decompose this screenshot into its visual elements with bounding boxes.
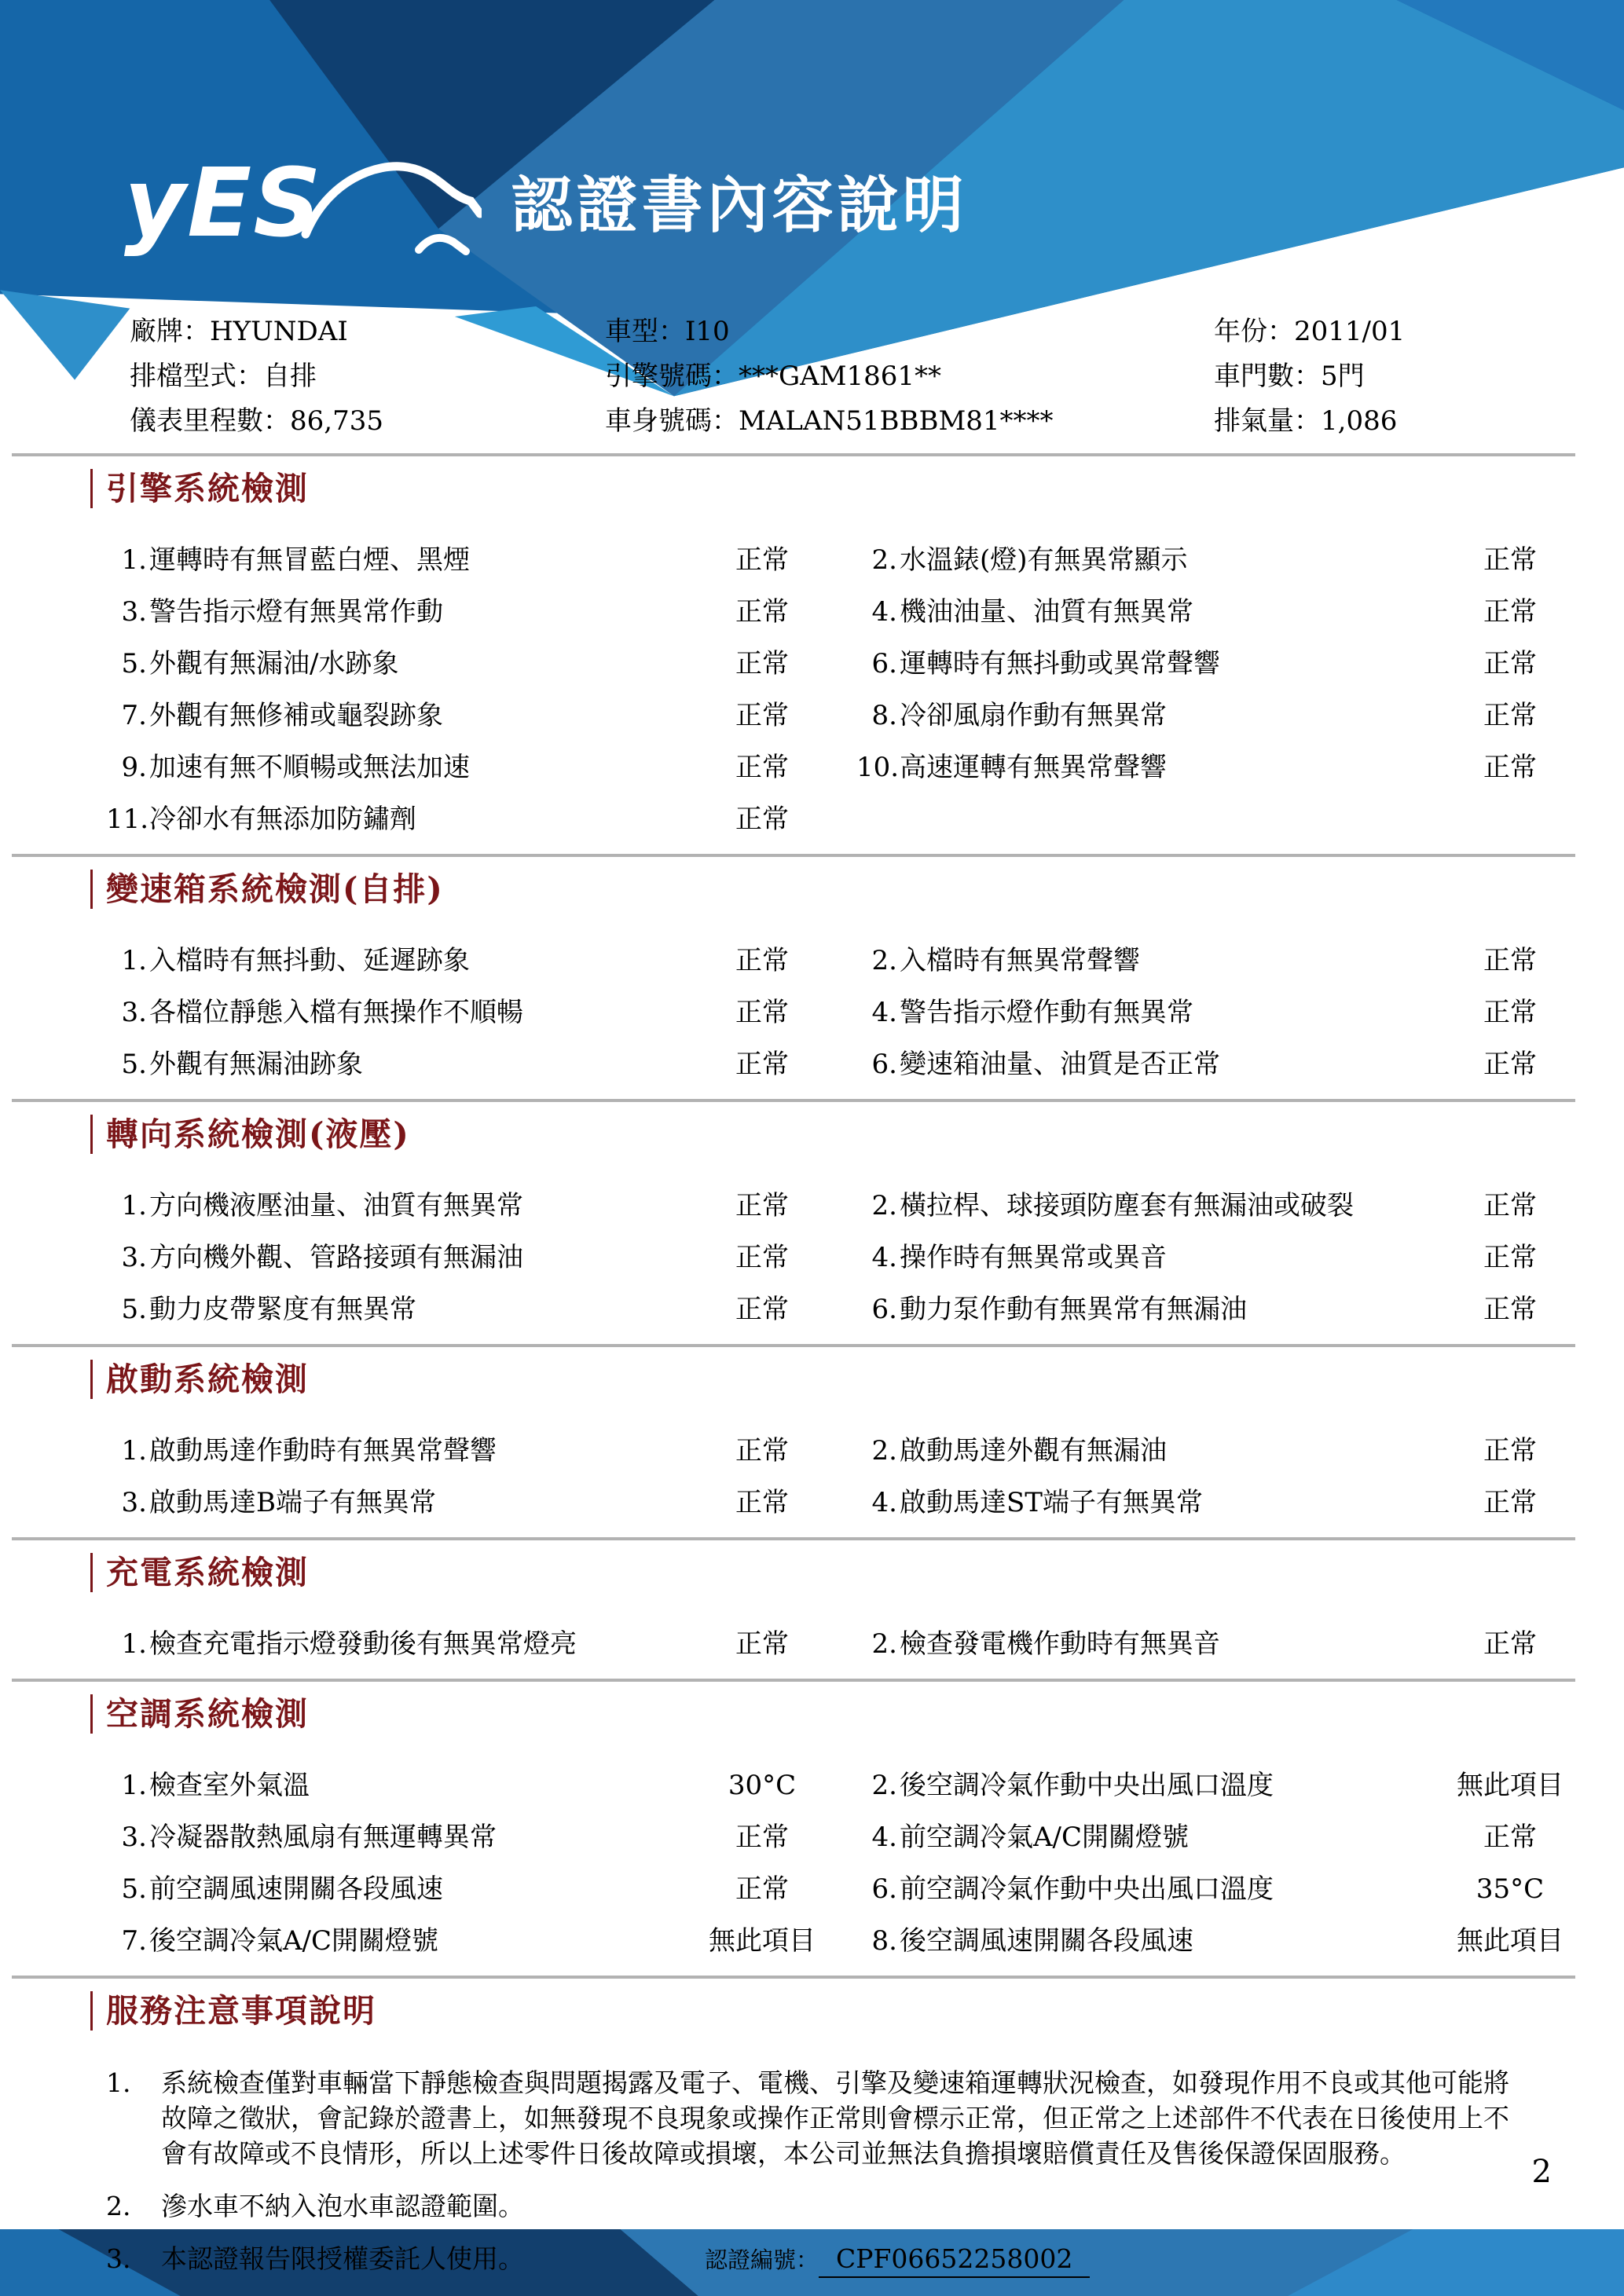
item-result: 正常 — [735, 997, 789, 1028]
item-text: 檢查充電指示燈發動後有無異常燈亮 — [149, 1628, 577, 1660]
item-number: 3. — [121, 596, 147, 628]
inspection-pair — [856, 698, 1624, 733]
item-result: 正常 — [735, 945, 789, 976]
service-notes — [0, 1979, 1624, 2278]
item-result: 正常 — [735, 804, 789, 835]
inspection-item — [856, 1485, 1416, 1520]
brand-block — [124, 149, 968, 267]
item-result: 正常 — [735, 752, 789, 783]
section-title: 充電系統檢測 — [90, 1553, 1624, 1592]
item-result: 正常 — [1483, 997, 1537, 1028]
item-text: 入檔時有無抖動、延遲跡象 — [149, 945, 470, 976]
inspection-item — [856, 750, 1416, 785]
info-field: 排檔型式：自排 — [130, 361, 317, 392]
item-text: 方向機外觀、管路接頭有無漏油 — [149, 1242, 523, 1273]
item-text: 後空調風速開關各段風速 — [900, 1925, 1193, 1957]
inspection-pair — [0, 646, 856, 681]
item-number: 3. — [121, 1242, 147, 1273]
item-number: 1. — [121, 1190, 147, 1221]
item-number: 5. — [121, 1294, 147, 1325]
inspection-item — [856, 646, 1416, 681]
note-text: 本認證報告限授權委託人使用。 — [161, 2243, 524, 2274]
inspection-row — [0, 943, 1624, 978]
notes-list — [0, 2065, 1624, 2278]
info-field: 廠牌：HYUNDAI — [130, 316, 348, 347]
item-number: 9. — [121, 752, 147, 783]
item-text: 外觀有無漏油/水跡象 — [149, 648, 399, 679]
inspection-pair — [856, 1768, 1624, 1803]
item-result: 35°C — [1476, 1873, 1545, 1905]
item-number: 4. — [871, 1242, 897, 1273]
item-result: 正常 — [735, 1242, 789, 1273]
item-number: 8. — [871, 1925, 897, 1957]
section-title: 啟動系統檢測 — [90, 1360, 1624, 1399]
inspection-section — [0, 1347, 1624, 1520]
item-number: 1. — [121, 544, 147, 576]
item-number: 1. — [121, 1628, 147, 1660]
item-result: 無此項目 — [1457, 1770, 1564, 1801]
item-result: 正常 — [735, 1822, 789, 1853]
note-item — [0, 2241, 1624, 2278]
inspection-pair — [0, 543, 856, 577]
info-field: 車門數：5門 — [1214, 361, 1365, 392]
inspection-item — [856, 1292, 1416, 1327]
item-number: 2. — [871, 945, 897, 976]
inspection-pair — [856, 595, 1624, 629]
item-number: 2. — [871, 1770, 897, 1801]
inspection-row — [0, 802, 1624, 837]
inspection-row — [0, 1768, 1624, 1803]
section-title: 空調系統檢測 — [90, 1694, 1624, 1734]
item-text: 入檔時有無異常聲響 — [900, 945, 1140, 976]
item-number: 6. — [871, 1873, 897, 1905]
item-result: 正常 — [735, 1049, 789, 1080]
inspection-row — [0, 1434, 1624, 1468]
inspection-row — [0, 1924, 1624, 1958]
item-result: 30°C — [728, 1770, 797, 1801]
info-field: 引擎號碼：***GAM1861** — [605, 361, 942, 392]
inspection-item — [0, 1434, 668, 1468]
inspection-pair — [0, 1434, 856, 1468]
item-result: 正常 — [1483, 752, 1537, 783]
inspection-item — [0, 543, 668, 577]
item-result: 正常 — [735, 700, 789, 731]
inspection-item — [0, 1820, 668, 1855]
item-text: 冷卻水有無添加防鏽劑 — [149, 804, 416, 835]
inspection-pair — [0, 1627, 856, 1661]
inspection-pair — [0, 1188, 856, 1223]
inspection-pair — [856, 1485, 1624, 1520]
item-result: 正常 — [1483, 1487, 1537, 1518]
item-text: 冷卻風扇作動有無異常 — [900, 700, 1167, 731]
inspection-item — [0, 698, 668, 733]
inspection-item — [856, 1924, 1416, 1958]
item-number: 1. — [121, 1770, 147, 1801]
item-text: 啟動馬達外觀有無漏油 — [900, 1435, 1167, 1467]
inspection-pair — [856, 1240, 1624, 1275]
inspection-section — [0, 1682, 1624, 1958]
page-title: 認證書內容說明 — [511, 170, 968, 241]
inspection-item — [856, 1240, 1416, 1275]
item-result: 正常 — [735, 544, 789, 576]
info-field: 排氣量：1,086 — [1214, 405, 1398, 437]
item-number: 11. — [106, 804, 149, 835]
item-text: 變速箱油量、油質是否正常 — [900, 1049, 1220, 1080]
item-text: 動力泵作動有無異常有無漏油 — [900, 1294, 1247, 1325]
inspection-item — [856, 1768, 1416, 1803]
inspection-pair — [0, 750, 856, 785]
inspection-section — [0, 1102, 1624, 1327]
item-text: 運轉時有無冒藍白煙、黑煙 — [149, 544, 470, 576]
item-result: 正常 — [1483, 648, 1537, 679]
inspection-pair — [0, 1047, 856, 1082]
item-result: 無此項目 — [709, 1925, 816, 1957]
info-column — [130, 309, 605, 444]
inspection-pair — [0, 1292, 856, 1327]
inspection-item — [856, 595, 1416, 629]
item-number: 3. — [121, 997, 147, 1028]
inspection-item — [856, 943, 1416, 978]
inspection-pair — [856, 646, 1624, 681]
item-result: 正常 — [735, 1487, 789, 1518]
item-result: 正常 — [1483, 596, 1537, 628]
item-number: 4. — [871, 1487, 897, 1518]
note-number: 2. — [106, 2191, 131, 2221]
inspection-row — [0, 1292, 1624, 1327]
item-text: 前空調冷氣A/C開關燈號 — [900, 1822, 1190, 1853]
inspection-pair — [0, 1485, 856, 1520]
page-number: 2 — [1531, 2154, 1552, 2190]
item-text: 檢查室外氣溫 — [149, 1770, 310, 1801]
inspection-item — [0, 646, 668, 681]
inspection-pair — [0, 1240, 856, 1275]
vehicle-info — [0, 302, 1624, 453]
note-item — [0, 2188, 1624, 2224]
item-text: 啟動馬達B端子有無異常 — [149, 1487, 436, 1518]
item-text: 方向機液壓油量、油質有無異常 — [149, 1190, 523, 1221]
inspection-pair — [856, 1434, 1624, 1468]
item-result: 正常 — [735, 596, 789, 628]
item-text: 橫拉桿、球接頭防塵套有無漏油或破裂 — [900, 1190, 1354, 1221]
item-number: 6. — [871, 1049, 897, 1080]
inspection-item — [856, 1820, 1416, 1855]
item-number: 8. — [871, 700, 897, 731]
item-text: 高速運轉有無異常聲響 — [900, 752, 1167, 783]
item-number: 5. — [121, 1049, 147, 1080]
inspection-item — [856, 1434, 1416, 1468]
item-result: 正常 — [735, 1873, 789, 1905]
item-result: 正常 — [1483, 945, 1537, 976]
yes-logo-text: yES — [124, 149, 323, 258]
item-number: 6. — [871, 1294, 897, 1325]
inspection-pair — [856, 750, 1624, 785]
inspection-row — [0, 543, 1624, 577]
item-text: 後空調冷氣A/C開關燈號 — [149, 1925, 439, 1957]
report-content — [0, 302, 1624, 2295]
item-number: 7. — [121, 1925, 147, 1957]
note-number: 1. — [106, 2067, 131, 2098]
item-number: 4. — [871, 596, 897, 628]
item-result: 正常 — [735, 1435, 789, 1467]
certificate-number-block — [705, 2241, 1090, 2278]
inspection-pair — [856, 1047, 1624, 1082]
item-result: 正常 — [1483, 1822, 1537, 1853]
section-title: 服務注意事項說明 — [90, 1991, 1624, 2031]
inspection-row — [0, 595, 1624, 629]
item-number: 2. — [871, 1628, 897, 1660]
inspection-pair — [0, 698, 856, 733]
inspection-item — [0, 802, 668, 837]
car-silhouette-icon — [301, 146, 482, 267]
inspection-pair — [0, 943, 856, 978]
inspection-pair — [856, 1292, 1624, 1327]
info-column — [605, 309, 1214, 444]
item-result: 正常 — [1483, 1190, 1537, 1221]
item-number: 6. — [871, 648, 897, 679]
inspection-section — [0, 456, 1624, 837]
item-text: 檢查發電機作動時有無異音 — [900, 1628, 1220, 1660]
item-result: 正常 — [1483, 1628, 1537, 1660]
inspection-row — [0, 750, 1624, 785]
inspection-item — [856, 995, 1416, 1030]
inspection-row — [0, 1872, 1624, 1906]
inspection-section — [0, 1540, 1624, 1661]
item-result: 正常 — [735, 1294, 789, 1325]
inspection-item — [0, 1047, 668, 1082]
inspection-item — [0, 750, 668, 785]
inspection-item — [0, 1924, 668, 1958]
info-column — [1214, 309, 1624, 444]
inspection-pair — [856, 1820, 1624, 1855]
inspection-pair — [856, 1872, 1624, 1906]
inspection-row — [0, 1485, 1624, 1520]
inspection-row — [0, 1240, 1624, 1275]
section-title: 引擎系統檢測 — [90, 469, 1624, 508]
inspection-row — [0, 1820, 1624, 1855]
inspection-pair — [0, 802, 856, 837]
item-text: 加速有無不順暢或無法加速 — [149, 752, 470, 783]
item-number: 3. — [121, 1822, 147, 1853]
item-text: 啟動馬達ST端子有無異常 — [900, 1487, 1203, 1518]
inspection-item — [0, 1627, 668, 1661]
inspection-row — [0, 1627, 1624, 1661]
inspection-section — [0, 857, 1624, 1082]
certificate-number-value: CPF06652258002 — [819, 2241, 1090, 2278]
inspection-row — [0, 1047, 1624, 1082]
inspection-row — [0, 995, 1624, 1030]
inspection-row — [0, 646, 1624, 681]
item-number: 7. — [121, 700, 147, 731]
inspection-pair — [856, 1188, 1624, 1223]
item-number: 2. — [871, 544, 897, 576]
inspection-pair — [856, 995, 1624, 1030]
item-text: 外觀有無漏油跡象 — [149, 1049, 363, 1080]
item-result: 正常 — [1483, 544, 1537, 576]
yes-logo — [124, 149, 482, 267]
item-result: 正常 — [735, 648, 789, 679]
item-number: 3. — [121, 1487, 147, 1518]
inspection-row — [0, 698, 1624, 733]
item-result: 正常 — [1483, 1294, 1537, 1325]
item-text: 動力皮帶緊度有無異常 — [149, 1294, 416, 1325]
item-result: 正常 — [1483, 700, 1537, 731]
inspection-pair — [0, 1820, 856, 1855]
item-text: 水溫錶(燈)有無異常顯示 — [900, 544, 1188, 576]
inspection-item — [0, 1240, 668, 1275]
inspection-pair — [0, 1768, 856, 1803]
item-text: 啟動馬達作動時有無異常聲響 — [149, 1435, 497, 1467]
inspection-item — [856, 543, 1416, 577]
inspection-item — [0, 595, 668, 629]
section-title: 變速箱系統檢測(自排) — [90, 870, 1624, 909]
section-title: 轉向系統檢測(液壓) — [90, 1115, 1624, 1154]
inspection-row — [0, 1188, 1624, 1223]
item-text: 警告指示燈有無異常作動 — [149, 596, 443, 628]
inspection-item — [0, 1768, 668, 1803]
item-result: 正常 — [1483, 1435, 1537, 1467]
inspection-item — [0, 1292, 668, 1327]
item-text: 外觀有無修補或龜裂跡象 — [149, 700, 443, 731]
item-text: 警告指示燈作動有無異常 — [900, 997, 1193, 1028]
inspection-item — [0, 943, 668, 978]
item-number: 4. — [871, 1822, 897, 1853]
sections — [0, 456, 1624, 1979]
note-text: 系統檢查僅對車輛當下靜態檢查與問題揭露及電子、電機、引擎及變速箱運轉狀況檢查，如發現作用不良或其他可能將故障之徵狀，會記錄於證書上，如無發現不良現象或操作正常則會標示正常，但正常之上述部件不代表在日後使用上不會有故障或不良情形，所以上述零件日後故障或損壞，本公司並無法負擔損壞賠償責任及售後保證保固服務。 — [161, 2067, 1509, 2169]
item-number: 5. — [121, 1873, 147, 1905]
inspection-pair — [856, 1924, 1624, 1958]
item-text: 冷凝器散熱風扇有無運轉異常 — [149, 1822, 497, 1853]
item-number: 10. — [856, 752, 900, 783]
item-number: 2. — [871, 1190, 897, 1221]
item-number: 1. — [121, 945, 147, 976]
item-text: 後空調冷氣作動中央出風口溫度 — [900, 1770, 1274, 1801]
inspection-item — [856, 1627, 1416, 1661]
inspection-pair — [0, 595, 856, 629]
item-number: 4. — [871, 997, 897, 1028]
inspection-pair — [0, 1924, 856, 1958]
inspection-item — [856, 1047, 1416, 1082]
inspection-pair — [0, 995, 856, 1030]
item-text: 各檔位靜態入檔有無操作不順暢 — [149, 997, 523, 1028]
inspection-item — [856, 1188, 1416, 1223]
item-text: 前空調冷氣作動中央出風口溫度 — [900, 1873, 1274, 1905]
item-number: 5. — [121, 648, 147, 679]
item-result: 正常 — [1483, 1242, 1537, 1273]
inspection-item — [856, 1872, 1416, 1906]
item-text: 前空調風速開關各段風速 — [149, 1873, 443, 1905]
inspection-item — [0, 1872, 668, 1906]
inspection-item — [0, 1485, 668, 1520]
item-text: 機油油量、油質有無異常 — [900, 596, 1193, 628]
inspection-item — [856, 698, 1416, 733]
note-item — [0, 2065, 1624, 2171]
info-field: 車身號碼：MALAN51BBBM81**** — [605, 405, 1054, 437]
certificate-number-label: 認證編號： — [705, 2247, 819, 2273]
item-result: 無此項目 — [1457, 1925, 1564, 1957]
item-number: 1. — [121, 1435, 147, 1467]
item-result: 正常 — [735, 1190, 789, 1221]
note-number: 3. — [106, 2243, 131, 2274]
info-field: 車型：I10 — [605, 316, 730, 347]
inspection-pair — [856, 943, 1624, 978]
item-text: 操作時有無異常或異音 — [900, 1242, 1167, 1273]
inspection-item — [0, 1188, 668, 1223]
inspection-pair — [0, 1872, 856, 1906]
info-field: 儀表里程數：86,735 — [130, 405, 383, 437]
note-text: 滲水車不納入泡水車認證範圍。 — [161, 2191, 524, 2221]
item-result: 正常 — [735, 1628, 789, 1660]
info-field: 年份：2011/01 — [1214, 316, 1406, 347]
item-result: 正常 — [1483, 1049, 1537, 1080]
inspection-pair — [856, 543, 1624, 577]
inspection-pair — [856, 1627, 1624, 1661]
item-number: 2. — [871, 1435, 897, 1467]
inspection-item — [0, 995, 668, 1030]
item-text: 運轉時有無抖動或異常聲響 — [900, 648, 1220, 679]
